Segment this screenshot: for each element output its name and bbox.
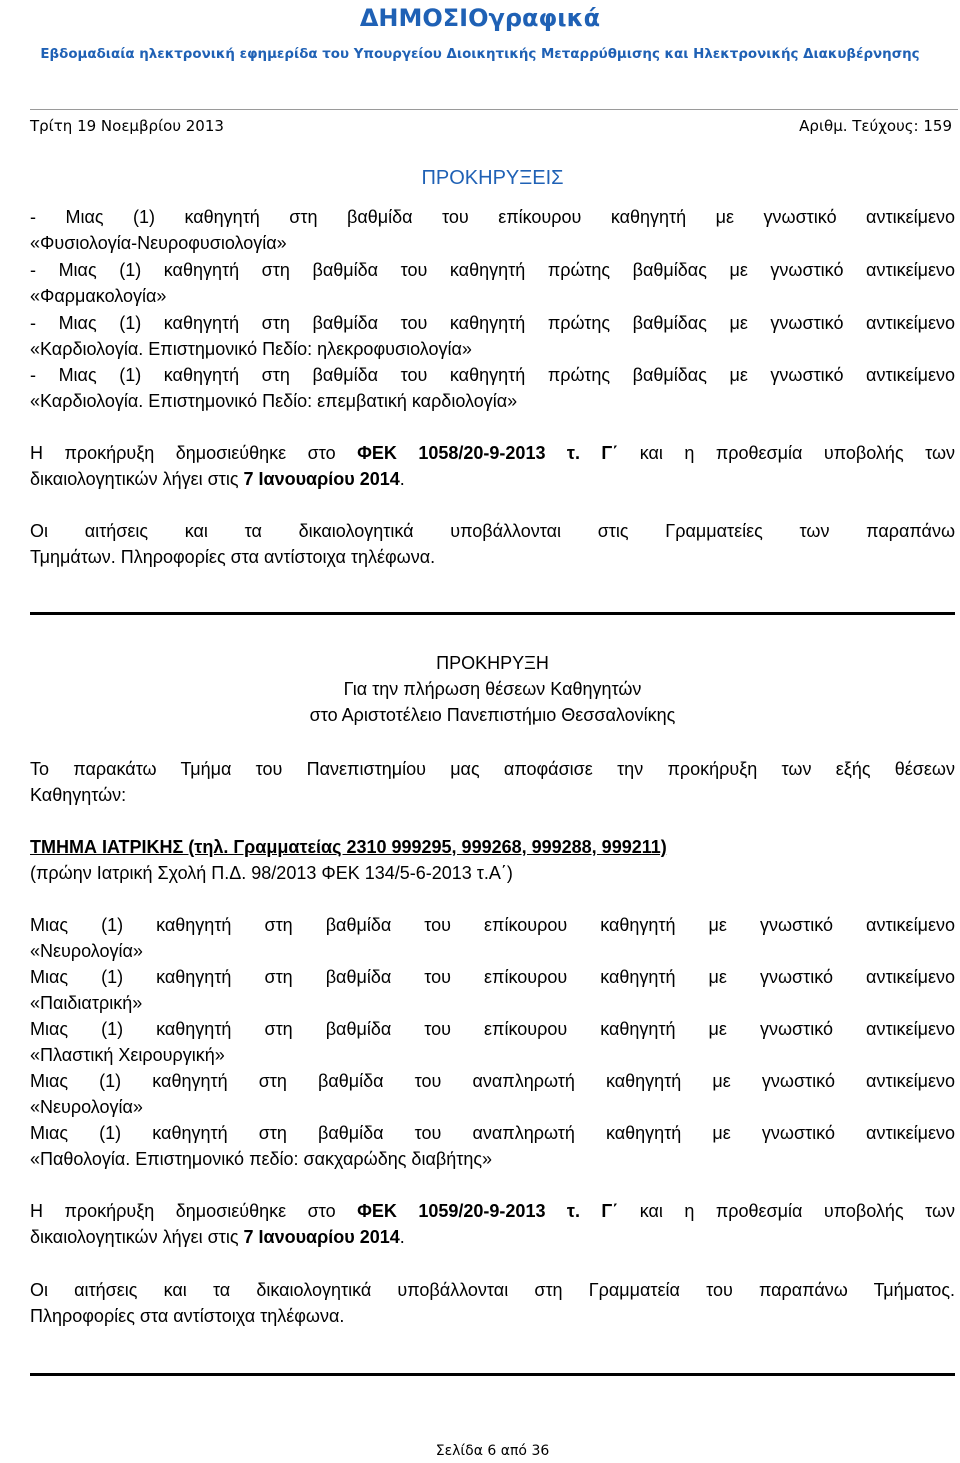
announcement-subtitle: Για την πλήρωση θέσεων Καθηγητών xyxy=(343,679,642,699)
position-subject: «Νευρολογία» xyxy=(30,941,143,961)
page-number: Σελίδα 6 από 36 xyxy=(435,1443,550,1459)
section-title: ΠΡΟΚΗΡΥΞΕΙΣ xyxy=(421,167,564,189)
submission-info: Τμημάτων. Πληροφορίες στα αντίστοιχα τηλέφωνα. xyxy=(30,547,436,567)
newsletter-title: ΔΗΜΟΣΙΟγραφικά xyxy=(359,4,601,32)
position-line: - Μιας (1) καθηγητή στη βαθμίδα του καθηγητή πρώτης βαθμίδας με γνωστικό αντικείμενο xyxy=(30,260,955,280)
announcement-intro: Το παρακάτω Τμήμα του Πανεπιστημίου μας αποφάσισε την προκήρυξη των εξής θέσεων xyxy=(30,759,955,779)
deadline-notice xyxy=(30,1224,955,1250)
position-subject: «Φυσιολογία-Νευροφυσιολογία» xyxy=(30,233,287,253)
position-line: Μιας (1) καθηγητή στη βαθμίδα του επίκουρου καθηγητή με γνωστικό αντικείμενο xyxy=(30,915,955,935)
newsletter-subtitle: Εβδομαδιαία ηλεκτρονική εφημερίδα του Υπουργείου Διοικητικής Μεταρρύθμισης και Ηλεκτρονικής Διακυβέρνησης xyxy=(40,47,920,62)
publication-notice xyxy=(30,440,955,466)
department-note: (πρώην Ιατρική Σχολή Π.Δ. 98/2013 ΦΕΚ 134/5-6-2013 τ.Α΄) xyxy=(30,863,513,883)
position-line: Μιας (1) καθηγητή στη βαθμίδα του επίκουρου καθηγητή με γνωστικό αντικείμενο xyxy=(30,967,955,987)
section-divider xyxy=(30,612,955,615)
deadline-text: δικαιολογητικών λήγει στις xyxy=(30,1227,244,1247)
announcement-title: ΠΡΟΚΗΡΥΞΗ xyxy=(436,653,549,673)
issue-number: Αριθμ. Τεύχους: 159 xyxy=(799,117,952,135)
deadline-date: 7 Ιανουαρίου 2014 xyxy=(243,469,400,489)
position-line: - Μιας (1) καθηγητή στη βαθμίδα του επίκουρου καθηγητή με γνωστικό αντικείμενο xyxy=(30,207,955,227)
submission-info: Πληροφορίες στα αντίστοιχα τηλέφωνα. xyxy=(30,1306,345,1326)
deadline-date: 7 Ιανουαρίου 2014 xyxy=(243,1227,400,1247)
submission-info: Οι αιτήσεις και τα δικαιολογητικά υποβάλλονται στις Γραμματείες των παραπάνω xyxy=(30,521,955,541)
deadline-notice xyxy=(30,466,955,492)
gazette-reference: ΦΕΚ 1058/20-9-2013 τ. Γ΄ xyxy=(357,443,619,463)
position-subject: «Παιδιατρική» xyxy=(30,993,143,1013)
position-subject: «Φαρμακολογία» xyxy=(30,286,167,306)
position-line: - Μιας (1) καθηγητή στη βαθμίδα του καθηγητή πρώτης βαθμίδας με γνωστικό αντικείμενο xyxy=(30,313,955,333)
publication-text: και η προθεσμία υποβολής των xyxy=(618,1201,955,1221)
publication-text: και η προθεσμία υποβολής των xyxy=(618,443,955,463)
submission-info: Οι αιτήσεις και τα δικαιολογητικά υποβάλλονται στη Γραμματεία του παραπάνω Τμήματος. xyxy=(30,1280,955,1300)
publication-text: Η προκήρυξη δημοσιεύθηκε στο xyxy=(30,1201,358,1221)
publication-text: Η προκήρυξη δημοσιεύθηκε στο xyxy=(30,443,358,463)
deadline-text: . xyxy=(399,469,405,489)
department-heading: ΤΜΗΜΑ ΙΑΤΡΙΚΗΣ (τηλ. Γραμματείας 2310 999295, 999268, 999288, 999211) xyxy=(30,837,667,857)
gazette-reference: ΦΕΚ 1059/20-9-2013 τ. Γ΄ xyxy=(357,1201,619,1221)
position-line: Μιας (1) καθηγητή στη βαθμίδα του αναπληρωτή καθηγητή με γνωστικό αντικείμενο xyxy=(30,1071,955,1091)
deadline-text: δικαιολογητικών λήγει στις xyxy=(30,469,244,489)
header-divider xyxy=(30,109,958,110)
position-subject: «Νευρολογία» xyxy=(30,1097,143,1117)
position-subject: «Παθολογία. Επιστημονικό πεδίο: σακχαρώδης διαβήτης» xyxy=(30,1149,493,1169)
position-line: - Μιας (1) καθηγητή στη βαθμίδα του καθηγητή πρώτης βαθμίδας με γνωστικό αντικείμενο xyxy=(30,365,955,385)
section-divider xyxy=(30,1373,955,1376)
issue-date: Τρίτη 19 Νοεμβρίου 2013 xyxy=(30,117,224,135)
announcement-intro: Καθηγητών: xyxy=(30,785,127,805)
position-subject: «Καρδιολογία. Επιστημονικό Πεδίο: ηλεκροφυσιολογία» xyxy=(30,339,472,359)
position-subject: «Πλαστική Χειρουργική» xyxy=(30,1045,225,1065)
position-line: Μιας (1) καθηγητή στη βαθμίδα του αναπληρωτή καθηγητή με γνωστικό αντικείμενο xyxy=(30,1123,955,1143)
publication-notice xyxy=(30,1198,955,1224)
announcement-subtitle: στο Αριστοτέλειο Πανεπιστήμιο Θεσσαλονίκης xyxy=(309,705,676,725)
position-subject: «Καρδιολογία. Επιστημονικό Πεδίο: επεμβατική καρδιολογία» xyxy=(30,391,518,411)
position-line: Μιας (1) καθηγητή στη βαθμίδα του επίκουρου καθηγητή με γνωστικό αντικείμενο xyxy=(30,1019,955,1039)
deadline-text: . xyxy=(399,1227,405,1247)
